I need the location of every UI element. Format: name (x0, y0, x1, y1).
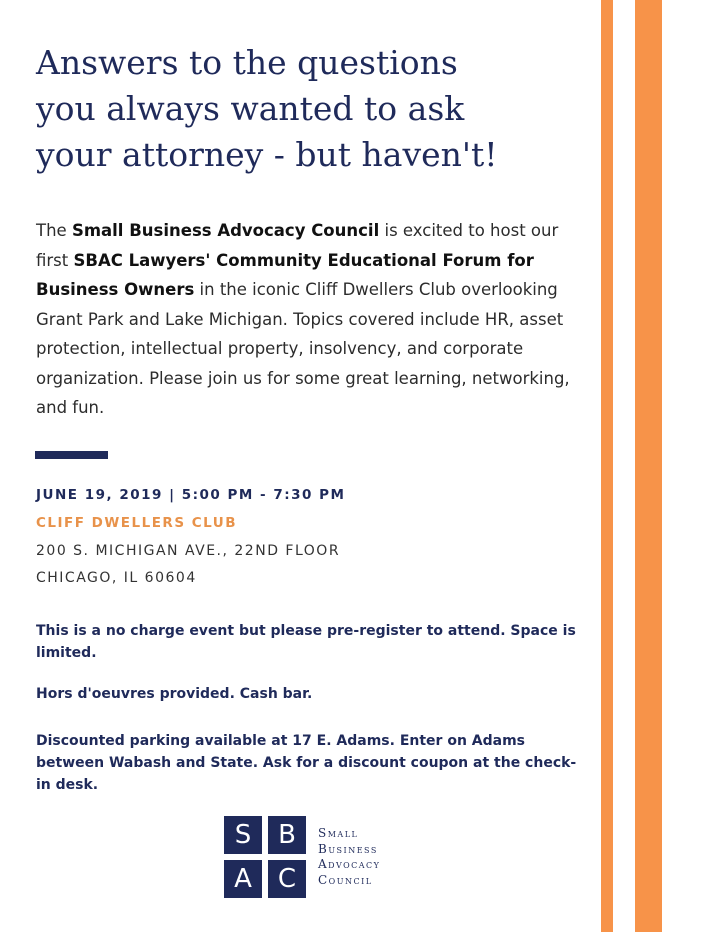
intro-text-2: is excited to host our first (36, 221, 559, 270)
headline-line-1: Answers to the questions (36, 43, 458, 82)
logo-word-council: Council (318, 872, 373, 887)
registration-note: This is a no charge event but please pre-register to attend. Space is limited. (36, 623, 576, 661)
event-address-line-1: 200 S. MICHIGAN AVE., 22ND FLOOR (36, 543, 341, 559)
logo-word-advocacy: Advocacy (318, 857, 381, 871)
sbac-logo-wordmark (318, 826, 380, 888)
intro-text-3: in the iconic Cliff Dwellers Club overlooking Grant Park and Lake Michigan. Topics covered include HR, asset protection, intellectual property, insolvency, and corporate organization. Please join us for some great learning, networking, and fun. (36, 280, 570, 417)
logo-letter-a: A (224, 860, 262, 898)
headline-line-3: your attorney - but haven't! (36, 135, 498, 174)
logo-letter-c: C (268, 860, 306, 898)
orange-stripe-right (635, 0, 662, 932)
logo-word-business: Business (318, 841, 378, 856)
intro-text-1: The (36, 221, 72, 240)
sbac-logo-mark (224, 816, 306, 898)
intro-paragraph (36, 216, 576, 423)
logo-letter-b: B (268, 816, 306, 854)
logo-letter-s: S (224, 816, 262, 854)
org-name: Small Business Advocacy Council (71, 221, 380, 240)
event-date-time: JUNE 19, 2019 | 5:00 PM - 7:30 PM (36, 487, 346, 503)
headline-line-2: you always wanted to ask (36, 89, 465, 128)
headline (36, 40, 596, 178)
event-address-line-2: CHICAGO, IL 60604 (36, 570, 197, 586)
divider-bar (35, 451, 108, 459)
refreshments-note: Hors d'oeuvres provided. Cash bar. (36, 686, 313, 702)
parking-note: Discounted parking available at 17 E. Adams. Enter on Adams between Wabash and State. Ask for a discount coupon at the check-in desk. (36, 733, 577, 793)
orange-stripe-left (601, 0, 613, 932)
logo-word-small: Small (318, 826, 359, 840)
event-name: SBAC Lawyers' Community Educational Forum for Business Owners (36, 250, 534, 299)
event-venue: CLIFF DWELLERS CLUB (36, 515, 238, 531)
